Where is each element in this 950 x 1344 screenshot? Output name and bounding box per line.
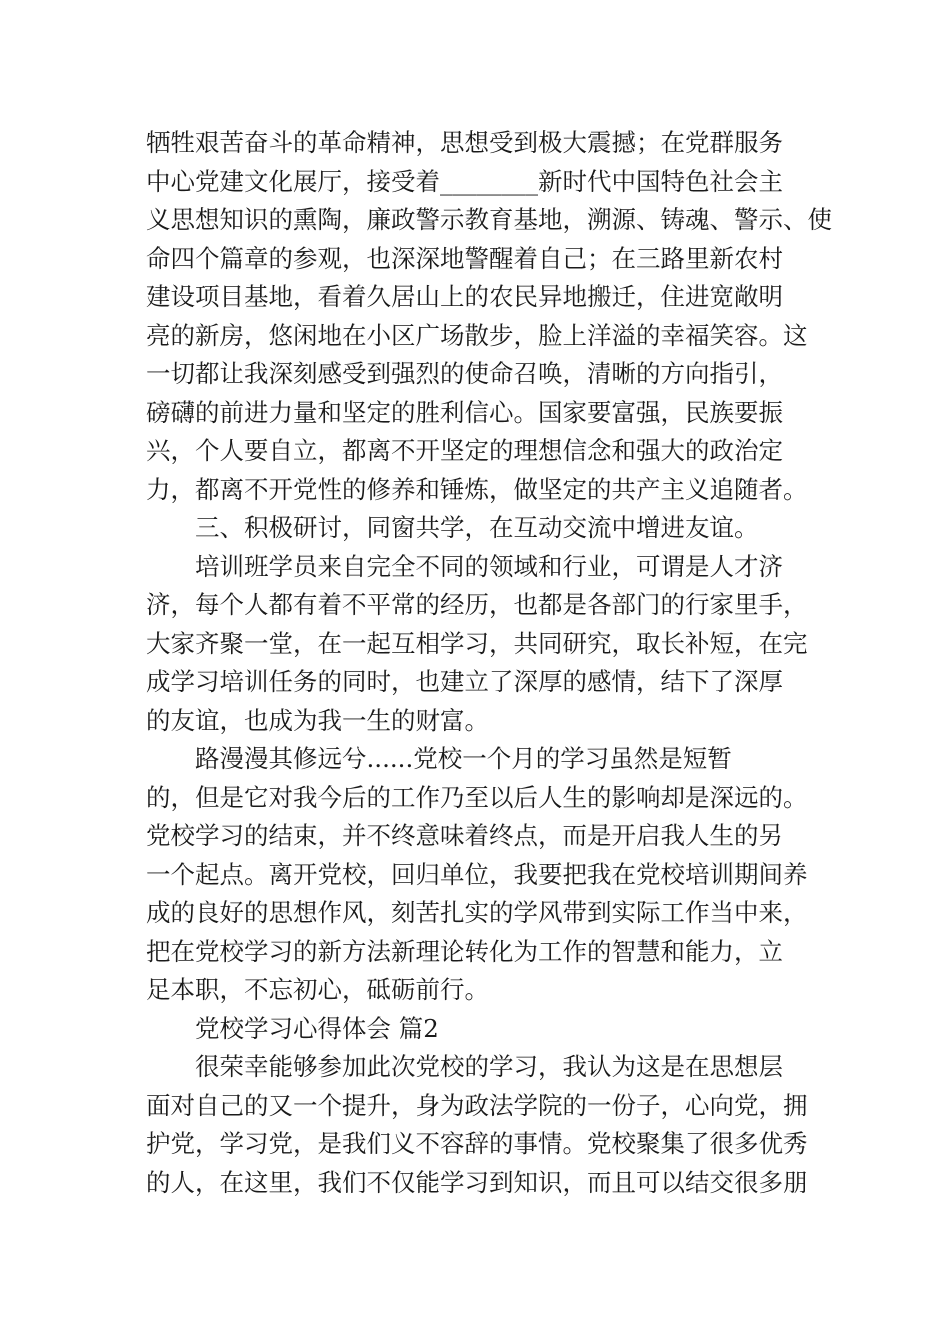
paragraph-start-line: 很荣幸能够参加此次党校的学习，我认为这是在思想层 [195, 1052, 783, 1081]
text-line: 面对自己的又一个提升，身为政法学院的一份子，心向党，拥 [146, 1090, 808, 1120]
text-line: 牺牲艰苦奋斗的革命精神，思想受到极大震撼；在党群服务 [146, 128, 783, 157]
text-line: 党校学习的结束，并不终意味着终点，而是开启我人生的另 [146, 821, 783, 850]
text-line: 的人，在这里，我们不仅能学习到知识，而且可以结交很多朋 [146, 1167, 808, 1197]
text-line: 济，每个人都有着不平常的经历，也都是各部门的行家里手， [146, 590, 808, 619]
text-line: 兴，个人要自立，都离不开坚定的理想信念和强大的政治定 [146, 436, 783, 465]
text-line: 的，但是它对我今后的工作乃至以后人生的影响却是深远的。 [146, 782, 808, 812]
text-line: 足本职，不忘初心，砥砺前行。 [146, 975, 489, 1004]
text-line: 成的良好的思想作风，刻苦扎实的学风带到实际工作当中来， [146, 898, 808, 927]
paragraph-start-line: 培训班学员来自完全不同的领域和行业，可谓是人才济 [195, 551, 783, 581]
text-line: 磅礴的前进力量和坚定的胜利信心。国家要富强，民族要振 [146, 397, 783, 427]
paragraph-start-line: 三、积极研讨，同窗共学，在互动交流中增进友谊。 [195, 513, 759, 542]
text-line: 中心党建文化展厅，接受着________新时代中国特色社会主 [146, 166, 783, 196]
text-line: 把在党校学习的新方法新理论转化为工作的智慧和能力，立 [146, 936, 783, 966]
text-line: 一切都让我深刻感受到强烈的使命召唤，清晰的方向指引， [146, 359, 783, 388]
text-line: 大家齐聚一堂，在一起互相学习，共同研究，取长补短，在完 [146, 628, 808, 658]
text-line: 的友谊，也成为我一生的财富。 [146, 705, 489, 735]
text-line: 成学习培训任务的同时，也建立了深厚的感情，结下了深厚 [146, 667, 783, 696]
document-body [146, 124, 832, 1202]
text-line: 建设项目基地，看着久居山上的农民异地搬迁，住进宽敞明 [146, 282, 783, 311]
text-line: 一个起点。离开党校，回归单位，我要把我在党校培训期间养 [146, 859, 808, 889]
text-line: 义思想知识的熏陶，廉政警示教育基地，溯源、铸魂、警示、使 [146, 205, 832, 234]
paragraph-start-line: 党校学习心得体会 篇2 [195, 1013, 439, 1043]
text-line: 力，都离不开党性的修养和锤炼，做坚定的共产主义追随者。 [146, 474, 808, 504]
text-line: 命四个篇章的参观，也深深地警醒着自己；在三路里新农村 [146, 243, 783, 273]
paragraph-start-line: 路漫漫其修远兮......党校一个月的学习虽然是短暂 [195, 744, 732, 773]
text-line: 护党，学习党，是我们义不容辞的事情。党校聚集了很多优秀 [146, 1129, 808, 1158]
text-line: 亮的新房，悠闲地在小区广场散步，脸上洋溢的幸福笑容。这 [146, 320, 808, 350]
